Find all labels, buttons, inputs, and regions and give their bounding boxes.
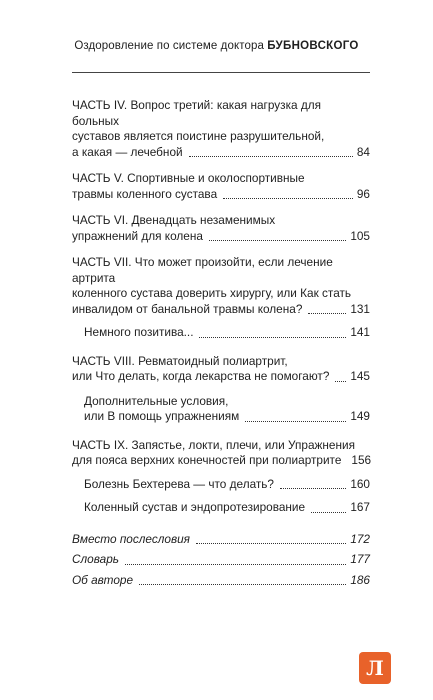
toc-entry-title: травмы коленного сустава bbox=[72, 186, 218, 201]
toc-page-number: 172 bbox=[350, 531, 370, 546]
toc-entry-line: ЧАСТЬ V. Спортивные и околоспортивные bbox=[72, 171, 305, 185]
labirint-logo-icon bbox=[359, 652, 391, 684]
toc-entry-title: инвалидом от банальной травмы колена? bbox=[72, 301, 303, 316]
toc-page-number: 84 bbox=[356, 144, 370, 159]
toc-entry-title: или В помощь упражнениям bbox=[84, 409, 240, 423]
toc-entry-title: Болезнь Бехтерева — что делать? bbox=[84, 476, 274, 491]
toc-entry-leader-line bbox=[84, 500, 370, 516]
dot-leader bbox=[125, 564, 346, 565]
toc-entry bbox=[84, 325, 370, 341]
header-rule bbox=[72, 72, 370, 73]
toc-entry-title: Словарь bbox=[72, 552, 119, 566]
toc-entry bbox=[84, 477, 370, 493]
toc-page-number: 131 bbox=[350, 301, 370, 316]
toc-entry bbox=[72, 354, 370, 385]
toc-page-number: 145 bbox=[350, 369, 370, 383]
toc-entry bbox=[72, 573, 370, 589]
toc-entry-line: ЧАСТЬ IX. Запястье, локти, плечи, или Упражнения bbox=[72, 437, 355, 452]
toc-entry-title: Коленный сустав и эндопротезирование bbox=[84, 500, 306, 514]
toc-entry-leader-line bbox=[72, 552, 370, 568]
toc-entry-line: коленного сустава доверить хирургу, или Как стать bbox=[72, 286, 352, 300]
toc-entry-title: для пояса верхних конечностей при полиартрите bbox=[72, 453, 342, 467]
table-of-contents bbox=[72, 98, 370, 588]
dot-leader bbox=[280, 488, 346, 489]
logo-letter: Л bbox=[366, 656, 384, 680]
toc-entry-leader-line bbox=[72, 302, 370, 318]
toc-page-number: 141 bbox=[350, 325, 370, 339]
toc-entry bbox=[84, 500, 370, 516]
dot-leader bbox=[308, 313, 346, 314]
toc-entry-title: Немного позитива... bbox=[84, 325, 194, 339]
dot-leader bbox=[223, 198, 353, 199]
toc-entry bbox=[72, 552, 370, 568]
header-author: БУБНОВСКОГО bbox=[267, 40, 359, 52]
toc-entry-line: суставов является поистине разрушительной, bbox=[72, 129, 325, 143]
toc-entry bbox=[72, 255, 370, 317]
toc-entry-title: Вместо послесловия bbox=[72, 531, 190, 546]
dot-leader bbox=[335, 381, 346, 382]
dot-leader bbox=[189, 156, 353, 157]
toc-page-number: 160 bbox=[350, 476, 370, 491]
toc-entry-leader-line bbox=[84, 409, 370, 425]
toc-page-number: 156 bbox=[351, 453, 372, 467]
header-prefix: Оздоровление по системе доктора bbox=[74, 40, 264, 52]
toc-entry-line: ЧАСТЬ VII. Что может произойти, если лечение артрита bbox=[72, 255, 333, 285]
toc-entry bbox=[72, 213, 370, 244]
toc-entry-line: ЧАСТЬ IV. Вопрос третий: какая нагрузка для больных bbox=[72, 98, 321, 128]
toc-entry-leader-line bbox=[72, 369, 370, 385]
toc-entry-leader-line bbox=[84, 477, 370, 493]
toc-page-number: 149 bbox=[350, 409, 370, 423]
toc-entry-line: ЧАСТЬ VIII. Ревматоидный полиартрит, bbox=[72, 353, 288, 368]
toc-entry-leader-line bbox=[84, 325, 370, 341]
toc-entry-title: Об авторе bbox=[72, 572, 134, 587]
toc-entry-title: или Что делать, когда лекарства не помогают? bbox=[72, 369, 330, 383]
toc-entry bbox=[72, 98, 370, 160]
toc-entry-leader-line bbox=[72, 532, 370, 548]
toc-entry bbox=[72, 438, 370, 469]
toc-entry bbox=[84, 394, 370, 425]
dot-leader bbox=[311, 512, 346, 513]
dot-leader bbox=[245, 421, 346, 422]
toc-page-number: 167 bbox=[350, 500, 370, 514]
toc-entry-leader-line bbox=[72, 573, 370, 589]
dot-leader bbox=[199, 337, 346, 338]
toc-page-number: 186 bbox=[350, 572, 370, 587]
toc-entry bbox=[72, 171, 370, 202]
running-header bbox=[0, 40, 433, 52]
toc-entry-line: ЧАСТЬ VI. Двенадцать незаменимых bbox=[72, 213, 276, 227]
toc-page-number: 177 bbox=[350, 552, 370, 566]
toc-entry-leader-line bbox=[72, 453, 370, 469]
toc-entry-leader-line bbox=[72, 229, 370, 245]
toc-entry-line: Дополнительные условия, bbox=[84, 393, 229, 408]
toc-entry bbox=[72, 532, 370, 548]
toc-entry-title: упражнений для колена bbox=[72, 228, 203, 243]
toc-entry-leader-line bbox=[72, 145, 370, 161]
dot-leader bbox=[209, 240, 346, 241]
toc-entry-leader-line bbox=[72, 187, 370, 203]
dot-leader bbox=[139, 584, 346, 585]
dot-leader bbox=[196, 543, 346, 544]
toc-entry-title: а какая — лечебной bbox=[72, 144, 183, 159]
toc-page-number: 105 bbox=[350, 228, 370, 243]
toc-page-number: 96 bbox=[356, 186, 370, 201]
